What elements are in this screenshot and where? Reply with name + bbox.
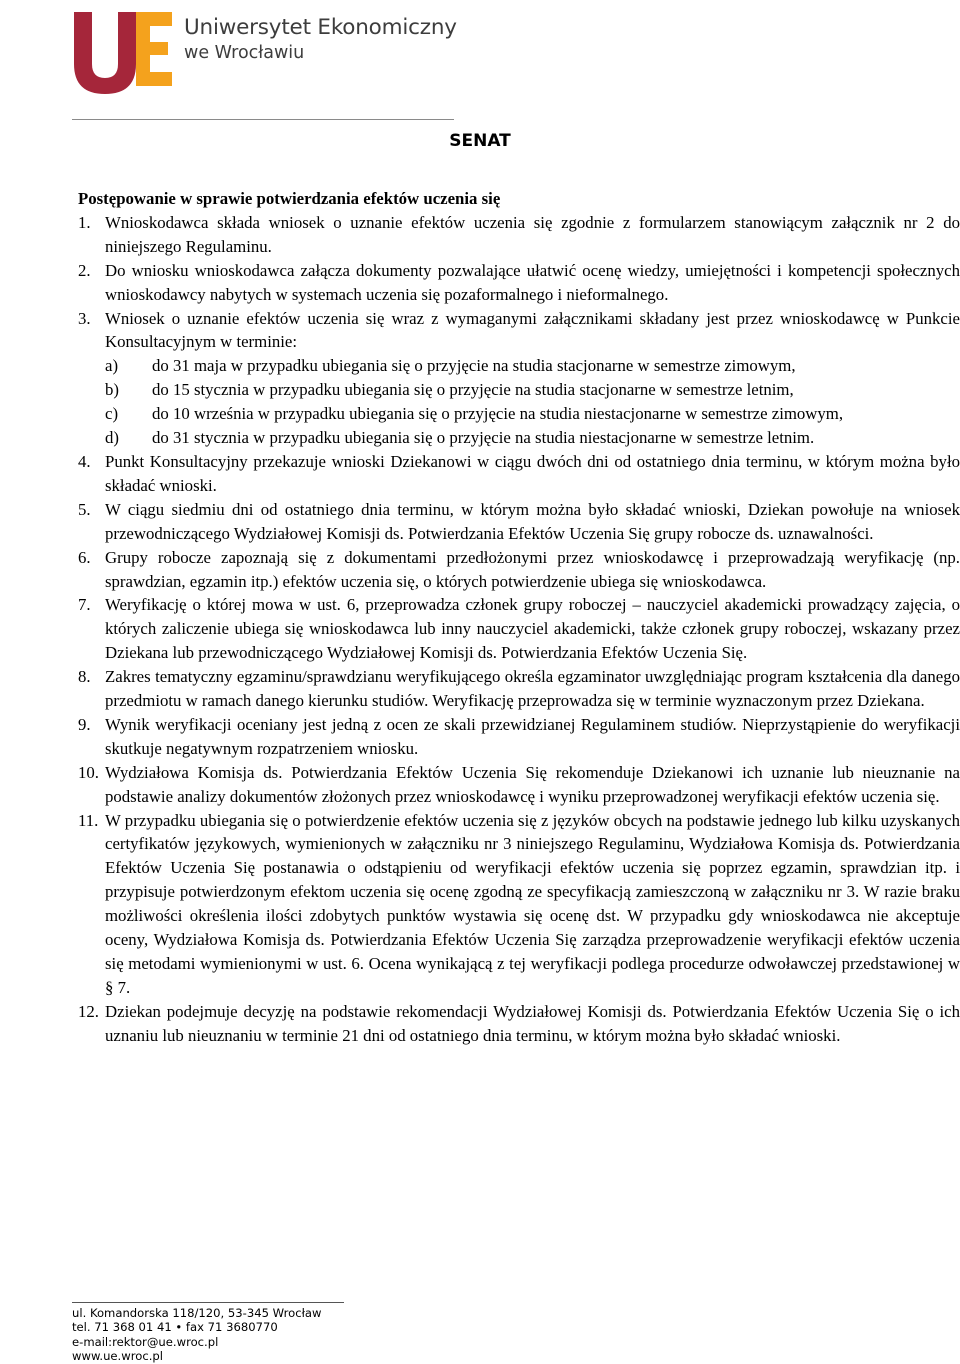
item-number: 5. [78,499,91,519]
item-number: 12. [78,1001,99,1021]
list-item [78,761,960,809]
item-text: Wnioskodawca składa wniosek o uznanie efektów uczenia się zgodnie z formularzem stanowiącym załącznik nr 2 do niniejszego Regulaminu. [105,212,960,256]
sublist-letter: b) [105,380,119,400]
item-text: Wydziałowa Komisja ds. Potwierdzania Efektów Uczenia Się rekomenduje Dziekanowi ich uznanie lub nieuznanie na podstawie analizy dokumentów złożonych przez wnioskodawcę i wyniku przeprowadzonej weryfikacji efektów uczenia się. [105,762,960,806]
item-text: W ciągu siedmiu dni od ostatniego dnia terminu, w którym można było składać wnioski, Dziekan powołuje na wniosek przewodniczącego Wydziałowej Komisji ds. Potwierdzania Efektów Uczenia Się grupy robocze ds. uznawalności. [105,499,960,543]
sublist-text: do 15 stycznia w przypadku ubiegania się o przyjęcie na studia stacjonarne w semestrze letnim, [152,380,794,400]
item-number: 2. [78,260,91,280]
list-item [78,546,960,594]
list-item [78,307,960,450]
item-number: 1. [78,212,91,232]
sublist-letter: a) [105,356,119,376]
footer-email[interactable]: e-mail:rektor@ue.wroc.pl [72,1334,219,1349]
item-number: 11. [78,810,99,830]
sublist-text: do 31 maja w przypadku ubiegania się o przyjęcie na studia stacjonarne w semestrze zimowym, [152,356,796,376]
item-number: 7. [78,595,91,615]
ue-logo-mark-icon [72,4,184,96]
document-body [78,187,960,1048]
list-item [78,713,960,761]
item-number: 4. [78,451,91,471]
deadline-sublist [105,354,960,450]
list-item [78,259,960,307]
section-title: SENAT [449,131,511,151]
list-item [78,498,960,546]
item-text: Wniosek o uznanie efektów uczenia się wraz z wymaganymi załącznikami składany jest przez wnioskodawcę w Punkcie Konsultacyjnym w terminie: [105,308,960,352]
footer-address: ul. Komandorska 118/120, 53-345 Wrocław [72,1306,322,1320]
sublist-letter: c) [105,404,119,424]
sublist-item [105,402,960,426]
sublist-item [105,378,960,402]
list-item [78,593,960,665]
sublist-item [105,426,960,450]
list-item [78,665,960,713]
sublist-letter: d) [105,428,119,448]
item-number: 10. [78,762,99,782]
list-item [78,809,960,1000]
university-name: Uniwersytet Ekonomiczny [184,15,457,40]
sublist-text: do 31 stycznia w przypadku ubiegania się o przyjęcie na studia niestacjonarne w semestrze letnim. [152,428,815,448]
item-number: 6. [78,547,91,567]
item-text: Weryfikację o której mowa w ust. 6, przeprowadza członek grupy roboczej – nauczyciel akademicki prowadzący zajęcia, o których zaliczenie ubiega się wnioskodawca lub inny nauczyciel akademicki, także członek grupy roboczej, wskazany przez Dziekana lub przewodniczącego Wydziałowej Komisji ds. Potwierdzania Efektów Uczenia Się. [105,595,960,663]
item-number: 8. [78,667,91,687]
footer-website[interactable]: www.ue.wroc.pl [72,1349,163,1364]
header-divider [72,119,454,120]
footer-contact [72,1306,321,1364]
procedure-list [78,211,960,1048]
sublist-text: do 10 września w przypadku ubiegania się o przyjęcie na studia niestacjonarne w semestrze zimowym, [152,404,844,424]
item-number: 3. [78,308,91,328]
list-item [78,1000,960,1048]
document-heading: Postępowanie w sprawie potwierdzania efektów uczenia się [78,189,501,208]
item-text: Punkt Konsultacyjny przekazuje wnioski Dziekanowi w ciągu dwóch dni od ostatniego dnia terminu, w którym można było składać wnioski. [105,451,960,495]
item-text: Wynik weryfikacji oceniany jest jedną z ocen ze skali przewidzianej Regulaminem studiów. Nieprzystąpienie do weryfikacji skutkuje negatywnym rozpatrzeniem wniosku. [105,714,960,758]
item-text: Do wniosku wnioskodawca załącza dokumenty pozwalające ułatwić ocenę wiedzy, umiejętności i kompetencji społecznych wnioskodawcy nabytych w systemach uczenia się pozaformalnego i nieformalnego. [105,260,960,304]
item-text: Zakres tematyczny egzaminu/sprawdzianu weryfikującego określa egzaminator uwzględniając program kształcenia dla danego przedmiotu w ramach danego kierunku studiów. Weryfikację przeprowadza się w terminie wyznaczonym przez Dziekana. [105,667,960,711]
footer-divider [72,1302,344,1303]
item-text: Dziekan podejmuje decyzję na podstawie rekomendacji Wydziałowej Komisji ds. Potwierdzania Efektów Uczenia Się o ich uznaniu lub nieuznaniu w terminie 21 dni od ostatniego dnia terminu, w którym można było składać wnioski. [105,1001,960,1045]
item-text: Grupy robocze zapoznają się z dokumentami przedłożonymi przez wnioskodawcę i przeprowadzają weryfikację (np. sprawdzian, egzamin itp.) efektów uczenia się, o których potwierdzenie ubiega się wnioskodawca. [105,547,960,591]
sublist-item [105,354,960,378]
item-text: W przypadku ubiegania się o potwierdzenie efektów uczenia się z języków obcych na podstawie jednego lub kilku uzyskanych certyfikatów językowych, wymienionych w załączniku nr 3 niniejszego Regulaminu, Wydziałowa Komisja ds. Potwierdzania Efektów Uczenia Się postanawia o odstąpieniu od weryfikacji efektów uczenia się poprzez egzamin, sprawdzian itp. i przypisuje potwierdzonym efektom uczenia się ocenę zgodną ze specyfikacją zamieszczoną w załączniku nr 3. W razie braku możliwości określenia ilości zdobytych punktów wystawia się ocenę dst. W przypadku gdy wnioskodawca nie akceptuje oceny, Wydziałowa Komisja ds. Potwierdzania Efektów Uczenia Się zarządza przeprowadzenie weryfikacji efektów uczenia się metodami wymienionymi w ust. 6. Ocena wynikającą z tej weryfikacji podlega procedurze odwoławczej przedstawionej w § 7. [105,810,960,997]
list-item [78,450,960,498]
university-brand-name [184,14,457,65]
university-city: we Wrocławiu [184,43,305,63]
list-item [78,211,960,259]
item-number: 9. [78,714,91,734]
footer-phone: tel. 71 368 01 41 • fax 71 3680770 [72,1320,278,1335]
